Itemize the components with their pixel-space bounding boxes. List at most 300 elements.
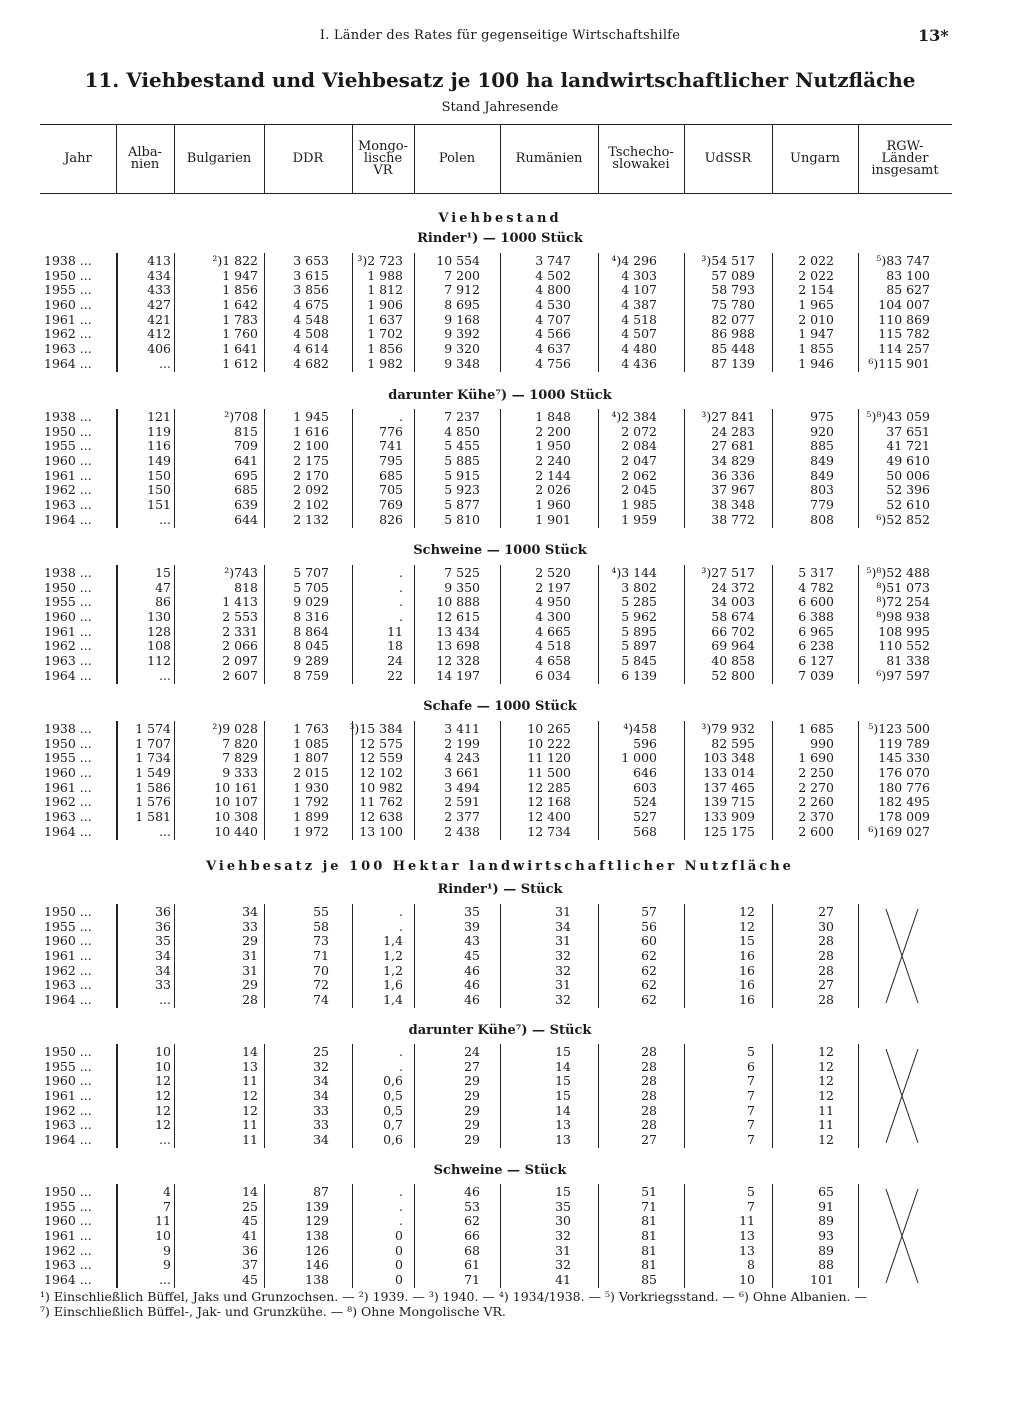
- table-cell: 920: [810, 423, 834, 439]
- table-cell: 2 132: [293, 511, 329, 527]
- table-cell: ...: [159, 991, 171, 1007]
- table-cell: 14: [242, 1044, 258, 1059]
- table-cell: 2 092: [293, 482, 329, 498]
- table-cell: 11: [242, 1073, 258, 1089]
- year-cell: 1950 ...: [44, 267, 92, 283]
- table-cell: 8 864: [293, 623, 329, 639]
- table-cell: 31: [555, 933, 571, 949]
- table-cell: 66 702: [711, 623, 755, 639]
- table-cell: 776: [379, 423, 403, 439]
- table-cell: 33: [313, 1117, 329, 1133]
- table-cell: 12: [739, 904, 755, 919]
- table-cell: 71: [641, 1198, 657, 1214]
- table-cell: ³)79 932: [701, 721, 755, 736]
- table-cell: 1 707: [135, 735, 171, 751]
- table-cell: 11 500: [527, 764, 571, 780]
- column-rule: [352, 253, 353, 372]
- year-cell: 1955 ...: [44, 594, 92, 610]
- column-header: Tschecho- slowakei: [608, 144, 674, 172]
- table-cell: 0,7: [383, 1117, 403, 1133]
- table-cell: 4 682: [293, 355, 329, 371]
- table-cell: 4 675: [293, 296, 329, 312]
- table-cell: 12: [155, 1087, 171, 1103]
- table-cell: 32: [555, 962, 571, 978]
- column-rule: [772, 904, 773, 1008]
- column-rule: [858, 409, 859, 528]
- table-cell: 6 388: [798, 608, 834, 624]
- year-cell: 1962 ...: [44, 794, 92, 810]
- year-cell: 1960 ...: [44, 764, 92, 780]
- table-cell: 2 062: [621, 467, 657, 483]
- table-cell: 2 066: [222, 638, 258, 654]
- table-cell: 35: [555, 1198, 571, 1214]
- table-cell: 695: [234, 467, 258, 483]
- table-cell: 9: [163, 1242, 171, 1258]
- table-cell: ⁴)2 384: [611, 409, 657, 424]
- table-cell: ...: [159, 1271, 171, 1287]
- table-cell: .: [399, 1044, 403, 1059]
- table-cell: ⁵)83 747: [876, 253, 930, 268]
- year-cell: 1960 ...: [44, 933, 92, 949]
- table-cell: 25: [242, 1198, 258, 1214]
- year-cell: 1960 ...: [44, 1213, 92, 1229]
- table-cell: 182 495: [878, 794, 930, 810]
- table-cell: 2 022: [798, 253, 834, 268]
- table-cell: ³)27 517: [701, 565, 755, 580]
- column-rule: [414, 253, 415, 372]
- column-rule: [684, 409, 685, 528]
- table-cell: 28: [641, 1087, 657, 1103]
- table-cell: 29: [464, 1087, 480, 1103]
- table-title: 11. Viehbestand und Viehbesatz je 100 ha landwirtschaftlicher Nutzfläche: [84, 68, 916, 92]
- column-header: Rumänien: [515, 150, 583, 166]
- table-cell: 114 257: [878, 340, 930, 356]
- table-cell: 25: [313, 1044, 329, 1059]
- table-cell: 60: [641, 933, 657, 949]
- table-cell: 2 240: [535, 452, 571, 468]
- table-cell: 12 734: [527, 823, 571, 839]
- table-cell: 2 154: [798, 282, 834, 298]
- year-cell: 1962 ...: [44, 326, 92, 342]
- table-cell: 101: [810, 1271, 834, 1287]
- table-cell: 5 317: [798, 565, 834, 580]
- column-rule: [116, 904, 118, 1008]
- table-cell: 9 168: [444, 311, 480, 327]
- footnote-line: ¹) Einschließlich Büffel, Jaks und Grunzochsen. — ²) 1939. — ³) 1940. — ⁴) 1934/1938. — ⁵) Vorkriegsstand. — ⁶) Ohne Albanien. —: [40, 1289, 868, 1304]
- table-cell: .: [399, 1198, 403, 1214]
- table-cell: 1 899: [293, 808, 329, 824]
- table-cell: 1 985: [621, 496, 657, 512]
- section-subheading: darunter Kühe⁷) — 1000 Stück: [388, 388, 612, 403]
- table-cell: 2 175: [293, 452, 329, 468]
- table-cell: 62: [641, 947, 657, 963]
- column-rule: [352, 409, 353, 528]
- table-cell: 1 947: [222, 267, 258, 283]
- table-cell: 13 100: [359, 823, 403, 839]
- table-cell: 62: [641, 991, 657, 1007]
- table-cell: 34: [313, 1087, 329, 1103]
- column-rule: [352, 1184, 353, 1288]
- table-cell: 4 436: [621, 355, 657, 371]
- table-cell: 603: [633, 779, 657, 795]
- table-cell: 61: [464, 1257, 480, 1273]
- table-cell: 639: [234, 496, 258, 512]
- table-cell: 0: [395, 1257, 403, 1273]
- table-cell: 1 586: [135, 779, 171, 795]
- column-rule: [598, 409, 599, 528]
- table-cell: 11: [739, 1213, 755, 1229]
- column-rule: [684, 253, 685, 372]
- table-cell: 12 328: [436, 652, 480, 668]
- table-cell: 5 707: [293, 565, 329, 580]
- column-header: RGW- Länder insgesamt: [871, 138, 939, 178]
- table-cell: 24 283: [711, 423, 755, 439]
- table-cell: 41: [242, 1227, 258, 1243]
- column-rule: [264, 1184, 265, 1288]
- table-cell: ²)1 822: [212, 253, 258, 268]
- column-rule: [174, 721, 175, 840]
- table-cell: ⁶)115 901: [868, 355, 930, 371]
- column-rule: [598, 1044, 599, 1148]
- table-cell: 121: [147, 409, 171, 424]
- table-cell: 72: [313, 977, 329, 993]
- table-cell: 11: [155, 1213, 171, 1229]
- table-cell: 1 972: [293, 823, 329, 839]
- table-cell: ⁴)458: [623, 721, 657, 736]
- column-rule: [352, 721, 353, 840]
- table-cell: 24: [464, 1044, 480, 1059]
- table-cell: 18: [387, 638, 403, 654]
- table-cell: 139: [305, 1198, 329, 1214]
- table-cell: 46: [464, 962, 480, 978]
- table-cell: 0,5: [383, 1102, 403, 1118]
- table-cell: 685: [379, 467, 403, 483]
- year-cell: 1961 ...: [44, 779, 92, 795]
- table-cell: 990: [810, 735, 834, 751]
- not-applicable-cross-icon: [878, 1187, 938, 1285]
- table-cell: 769: [379, 496, 403, 512]
- section-subheading: Schweine — 1000 Stück: [413, 543, 587, 558]
- table-cell: 2 084: [621, 438, 657, 454]
- table-cell: .: [399, 565, 403, 580]
- table-cell: 36: [242, 1242, 258, 1258]
- column-rule: [352, 904, 353, 1008]
- section-subheading: Schweine — Stück: [433, 1163, 567, 1178]
- table-cell: 16: [739, 977, 755, 993]
- column-rule: [116, 409, 118, 528]
- table-cell: 2 026: [535, 482, 571, 498]
- table-cell: 2 047: [621, 452, 657, 468]
- table-cell: 1 642: [222, 296, 258, 312]
- table-cell: 5 897: [621, 638, 657, 654]
- table-cell: 58 674: [711, 608, 755, 624]
- column-rule: [500, 253, 501, 372]
- table-cell: 6 139: [621, 667, 657, 683]
- table-cell: 71: [313, 947, 329, 963]
- table-cell: 705: [379, 482, 403, 498]
- table-cell: 10 982: [359, 779, 403, 795]
- table-cell: 1 763: [293, 721, 329, 736]
- column-rule: [500, 1044, 501, 1148]
- table-cell: 16: [739, 991, 755, 1007]
- column-rule: [264, 721, 265, 840]
- table-cell: 6 127: [798, 652, 834, 668]
- year-cell: 1950 ...: [44, 1044, 92, 1059]
- table-cell: 7: [747, 1198, 755, 1214]
- table-cell: 803: [810, 482, 834, 498]
- year-cell: 1938 ...: [44, 565, 92, 580]
- table-cell: 36: [155, 918, 171, 934]
- table-cell: 15: [555, 1087, 571, 1103]
- table-cell: 29: [242, 977, 258, 993]
- year-cell: 1962 ...: [44, 482, 92, 498]
- table-cell: 12: [155, 1073, 171, 1089]
- table-cell: 1 947: [798, 326, 834, 342]
- table-cell: .: [399, 1058, 403, 1074]
- column-rule: [858, 1044, 859, 1148]
- section-subheading: Schafe — 1000 Stück: [423, 699, 577, 714]
- table-cell: .: [399, 1213, 403, 1229]
- table-cell: 8 045: [293, 638, 329, 654]
- table-cell: 641: [234, 452, 258, 468]
- year-cell: 1955 ...: [44, 918, 92, 934]
- table-cell: 70: [313, 962, 329, 978]
- table-cell: 32: [555, 947, 571, 963]
- table-cell: 524: [633, 794, 657, 810]
- table-cell: 51: [641, 1184, 657, 1199]
- table-cell: 31: [555, 1242, 571, 1258]
- table-cell: 4 950: [535, 594, 571, 610]
- table-cell: ⁸)98 938: [876, 608, 930, 624]
- table-cell: 22: [387, 667, 403, 683]
- table-cell: 28: [818, 991, 834, 1007]
- table-cell: 2 100: [293, 438, 329, 454]
- table-cell: 12 285: [527, 779, 571, 795]
- table-cell: 4 566: [535, 326, 571, 342]
- table-cell: 826: [379, 511, 403, 527]
- table-cell: 2 072: [621, 423, 657, 439]
- table-cell: 74: [313, 991, 329, 1007]
- column-header: DDR: [292, 150, 324, 166]
- table-cell: ...: [159, 823, 171, 839]
- column-rule: [174, 253, 175, 372]
- table-cell: 2 370: [798, 808, 834, 824]
- table-cell: 2 270: [798, 779, 834, 795]
- table-cell: 741: [379, 438, 403, 454]
- table-rule: [40, 124, 952, 125]
- year-cell: 1963 ...: [44, 977, 92, 993]
- table-cell: 12 400: [527, 808, 571, 824]
- table-cell: 1 549: [135, 764, 171, 780]
- column-rule: [500, 721, 501, 840]
- column-rule: [414, 1044, 415, 1148]
- table-cell: 421: [147, 311, 171, 327]
- table-cell: 2 250: [798, 764, 834, 780]
- table-cell: 7: [747, 1102, 755, 1118]
- column-rule: [414, 1184, 415, 1288]
- table-cell: 2 097: [222, 652, 258, 668]
- table-cell: 56: [641, 918, 657, 934]
- table-cell: .: [399, 594, 403, 610]
- table-cell: 12: [155, 1102, 171, 1118]
- table-cell: 4 530: [535, 296, 571, 312]
- table-cell: 7 200: [444, 267, 480, 283]
- column-rule: [264, 253, 265, 372]
- section-subheading: Rinder¹) — Stück: [437, 882, 563, 897]
- table-cell: 1 848: [535, 409, 571, 424]
- year-cell: 1964 ...: [44, 823, 92, 839]
- table-cell: 5 285: [621, 594, 657, 610]
- table-cell: 4 850: [444, 423, 480, 439]
- table-cell: 9 320: [444, 340, 480, 356]
- table-cell: 46: [464, 977, 480, 993]
- table-cell: 46: [464, 1184, 480, 1199]
- table-cell: 65: [818, 1184, 834, 1199]
- column-rule: [772, 1184, 773, 1288]
- table-cell: 93: [818, 1227, 834, 1243]
- year-cell: 1964 ...: [44, 1131, 92, 1147]
- table-cell: 433: [147, 282, 171, 298]
- table-cell: 5 845: [621, 652, 657, 668]
- table-cell: 5: [747, 1184, 755, 1199]
- table-cell: 11: [242, 1117, 258, 1133]
- table-cell: 12: [242, 1102, 258, 1118]
- table-cell: 34: [555, 918, 571, 934]
- table-cell: 43: [464, 933, 480, 949]
- table-cell: 12 168: [527, 794, 571, 810]
- table-cell: 128: [147, 623, 171, 639]
- column-rule: [414, 904, 415, 1008]
- table-cell: 32: [555, 1257, 571, 1273]
- footnotes: [40, 1289, 980, 1319]
- table-cell: 38 348: [711, 496, 755, 512]
- table-cell: 28: [641, 1058, 657, 1074]
- table-cell: 33: [313, 1102, 329, 1118]
- table-cell: 0: [395, 1271, 403, 1287]
- table-cell: 2 200: [535, 423, 571, 439]
- table-cell: 2 144: [535, 467, 571, 483]
- year-cell: 1960 ...: [44, 608, 92, 624]
- table-cell: 10: [155, 1044, 171, 1059]
- table-cell: 808: [810, 511, 834, 527]
- table-cell: 2 022: [798, 267, 834, 283]
- year-cell: 1964 ...: [44, 511, 92, 527]
- table-cell: 1,6: [383, 977, 403, 993]
- table-cell: 2 170: [293, 467, 329, 483]
- table-cell: 89: [818, 1213, 834, 1229]
- table-cell: 7 912: [444, 282, 480, 298]
- table-cell: 3 494: [444, 779, 480, 795]
- table-cell: 412: [147, 326, 171, 342]
- table-cell: 24: [387, 652, 403, 668]
- year-cell: 1963 ...: [44, 1117, 92, 1133]
- table-cell: .: [399, 409, 403, 424]
- not-applicable-cross-icon: [878, 907, 938, 1005]
- table-cell: 1 807: [293, 750, 329, 766]
- table-cell: 15: [555, 1073, 571, 1089]
- table-cell: 1 413: [222, 594, 258, 610]
- table-cell: 30: [555, 1213, 571, 1229]
- table-cell: 1 901: [535, 511, 571, 527]
- table-cell: 2 438: [444, 823, 480, 839]
- section-subheading: Rinder¹) — 1000 Stück: [417, 231, 583, 246]
- column-rule: [684, 904, 685, 1008]
- column-header: Jahr: [64, 150, 92, 166]
- table-cell: 12: [818, 1073, 834, 1089]
- year-cell: 1960 ...: [44, 296, 92, 312]
- year-cell: 1962 ...: [44, 638, 92, 654]
- table-cell: 138: [305, 1227, 329, 1243]
- table-cell: 1 760: [222, 326, 258, 342]
- table-cell: 1 946: [798, 355, 834, 371]
- table-cell: 36 336: [711, 467, 755, 483]
- table-cell: 33: [242, 918, 258, 934]
- table-cell: 1 855: [798, 340, 834, 356]
- table-cell: 4 502: [535, 267, 571, 283]
- table-cell: 31: [242, 962, 258, 978]
- table-cell: 4 300: [535, 608, 571, 624]
- table-cell: 146: [305, 1257, 329, 1273]
- year-cell: 1963 ...: [44, 652, 92, 668]
- table-cell: 46: [464, 991, 480, 1007]
- table-cell: ³)54 517: [701, 253, 755, 268]
- table-cell: 9 348: [444, 355, 480, 371]
- table-cell: 3 411: [444, 721, 480, 736]
- table-cell: 885: [810, 438, 834, 454]
- table-cell: 596: [633, 735, 657, 751]
- page-number: 13*: [918, 26, 949, 45]
- table-cell: 10 888: [436, 594, 480, 610]
- year-cell: 1955 ...: [44, 438, 92, 454]
- table-cell: 110 869: [878, 311, 930, 327]
- table-cell: 29: [242, 933, 258, 949]
- not-applicable-cross-icon: [878, 1047, 938, 1145]
- table-cell: 32: [555, 991, 571, 1007]
- table-cell: 1 945: [293, 409, 329, 424]
- table-cell: 15: [555, 1184, 571, 1199]
- table-cell: 8 695: [444, 296, 480, 312]
- table-cell: 7 525: [444, 565, 480, 580]
- table-cell: 0: [395, 1242, 403, 1258]
- table-cell: 86 988: [711, 326, 755, 342]
- table-cell: 30: [818, 918, 834, 934]
- column-rule: [858, 721, 859, 840]
- table-cell: 178 009: [878, 808, 930, 824]
- year-cell: 1964 ...: [44, 991, 92, 1007]
- table-cell: 1 960: [535, 496, 571, 512]
- table-cell: 45: [242, 1213, 258, 1229]
- table-cell: 126: [305, 1242, 329, 1258]
- table-cell: 133 909: [703, 808, 755, 824]
- table-cell: 2 591: [444, 794, 480, 810]
- table-cell: 86: [155, 594, 171, 610]
- table-cell: 81: [641, 1227, 657, 1243]
- column-header: Alba- nien: [127, 144, 162, 172]
- table-cell: 6 600: [798, 594, 834, 610]
- table-cell: 12 575: [359, 735, 403, 751]
- table-cell: 406: [147, 340, 171, 356]
- table-cell: 0,6: [383, 1131, 403, 1147]
- table-cell: 13: [555, 1117, 571, 1133]
- table-cell: ³)2 723: [357, 253, 403, 268]
- table-cell: 16: [739, 947, 755, 963]
- column-rule: [264, 904, 265, 1008]
- table-cell: 2 010: [798, 311, 834, 327]
- table-cell: 29: [464, 1117, 480, 1133]
- column-header: Polen: [438, 150, 476, 166]
- column-rule: [500, 409, 501, 528]
- year-cell: 1950 ...: [44, 579, 92, 595]
